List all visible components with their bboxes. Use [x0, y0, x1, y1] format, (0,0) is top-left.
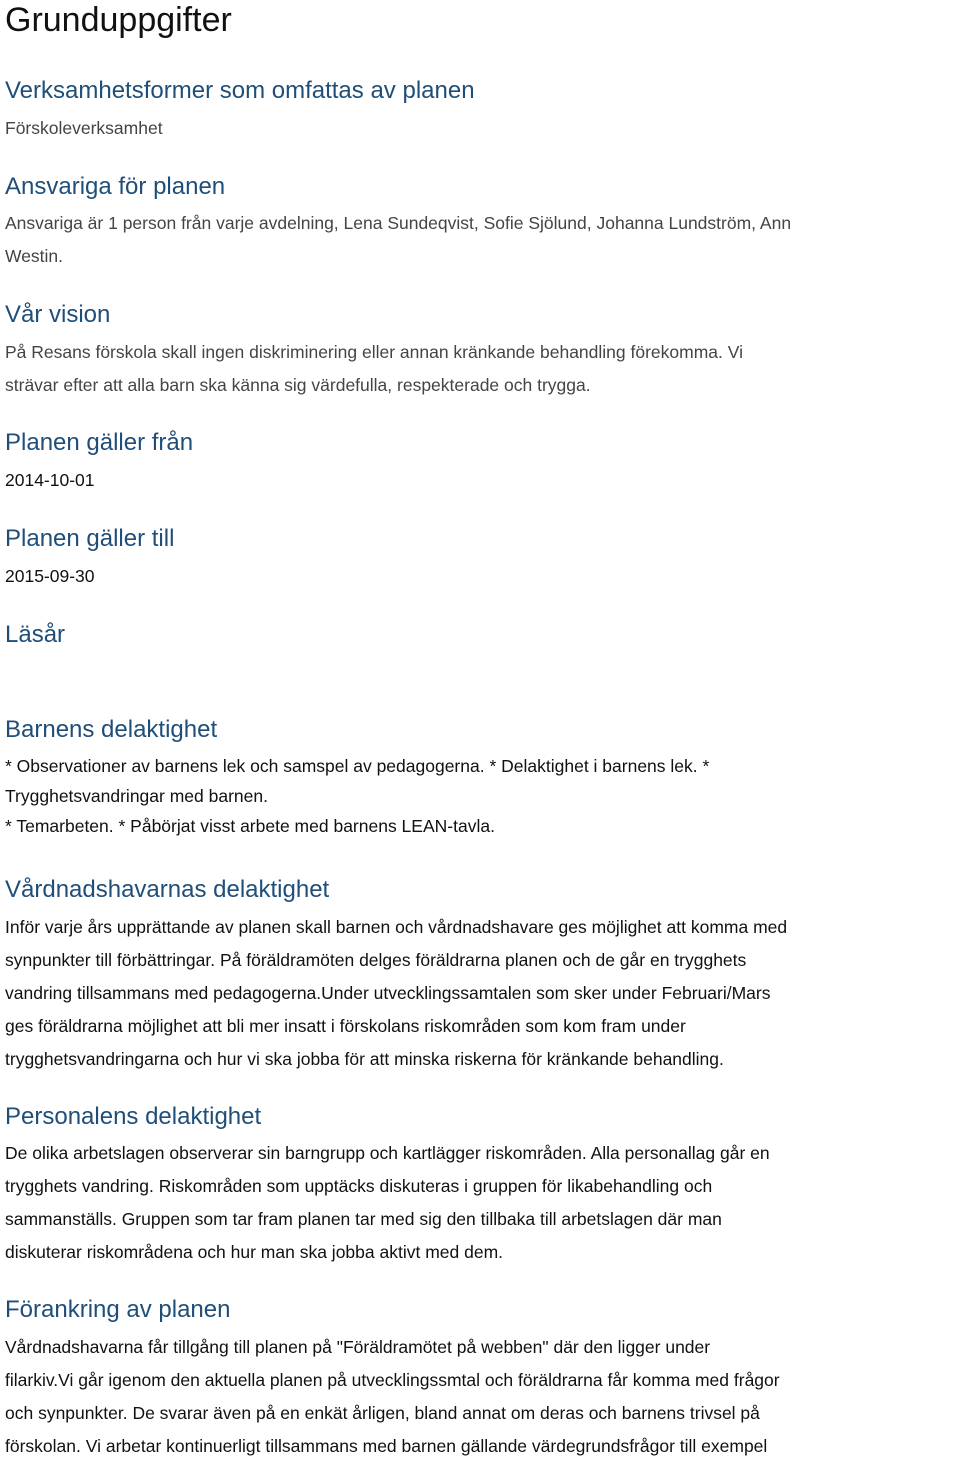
heading-vardnadshavarnas-delaktighet: Vårdnadshavarnas delaktighet	[5, 876, 330, 903]
text-line: synpunkter till förbättringar. På föräldramöten delges föräldrarna planen och de går en trygghets	[5, 950, 747, 970]
heading-lasar: Läsår	[5, 621, 66, 648]
page-title: Grunduppgifter	[5, 1, 232, 39]
text-line: ges föräldrarna möjlighet att bli mer insatt i förskolans riskområden som kom fram under	[5, 1016, 686, 1036]
heading-personalens-delaktighet: Personalens delaktighet	[5, 1103, 262, 1130]
text-ansvariga	[5, 207, 957, 273]
text-vardnadshavarnas-delaktighet	[5, 911, 957, 1076]
heading-forankring-av-planen: Förankring av planen	[5, 1296, 231, 1323]
text-line: sammanställs. Gruppen som tar fram planen tar med sig den tillbaka till arbetslagen där man	[5, 1209, 722, 1229]
text-line: På Resans förskola skall ingen diskriminering eller annan kränkande behandling förekomma. Vi	[5, 342, 743, 362]
text-planen-galler-till: 2015-09-30	[5, 566, 95, 586]
text-line: De olika arbetslagen observerar sin barngrupp och kartlägger riskområden. Alla personallag går en	[5, 1143, 770, 1163]
text-line: Vårdnadshavarna får tillgång till planen på "Föräldramötet på webben" där den ligger under	[5, 1337, 711, 1357]
text-line: vandring tillsammans med pedagogerna.Under utvecklingssamtalen som sker under Februari/Mars	[5, 983, 771, 1003]
text-line: trygghetsvandringarna och hur vi ska jobba för att minska riskerna för kränkande behandling.	[5, 1049, 724, 1069]
text-line: och synpunkter. De svarar även på en enkät årligen, bland annat om deras och barnens trivsel på	[5, 1403, 760, 1423]
text-planen-galler-fran: 2014-10-01	[5, 470, 95, 490]
text-line: förskolan. Vi arbetar kontinuerligt tillsammans med barnen gällande värdegrundsfrågor till exempel	[5, 1436, 768, 1456]
text-line: * Temarbeten. * Påbörjat visst arbete med barnens LEAN-tavla.	[5, 816, 495, 836]
text-forankring-av-planen	[5, 1331, 957, 1463]
heading-ansvariga: Ansvariga för planen	[5, 173, 226, 200]
text-line: Inför varje års upprättande av planen skall barnen och vårdnadshavare ges möjlighet att komma med	[5, 917, 788, 937]
text-line: trygghets vandring. Riskområden som upptäcks diskuteras i gruppen för likabehandling och	[5, 1176, 713, 1196]
heading-var-vision: Vår vision	[5, 301, 111, 328]
heading-planen-galler-fran: Planen gäller från	[5, 429, 194, 456]
text-personalens-delaktighet	[5, 1137, 957, 1269]
heading-planen-galler-till: Planen gäller till	[5, 525, 175, 552]
text-line: diskuterar riskområdena och hur man ska jobba aktivt med dem.	[5, 1242, 504, 1262]
text-line: * Observationer av barnens lek och samspel av pedagogerna. * Delaktighet i barnens lek. *	[5, 756, 710, 776]
heading-barnens-delaktighet: Barnens delaktighet	[5, 716, 218, 743]
text-line: Ansvariga är 1 person från varje avdelning, Lena Sundeqvist, Sofie Sjölund, Johanna Lundström, Ann	[5, 213, 792, 233]
text-line: Westin.	[5, 246, 64, 266]
text-var-vision	[5, 336, 957, 402]
text-line: filarkiv.Vi går igenom den aktuella planen på utvecklingssmtal och föräldrarna får komma med frågor	[5, 1370, 780, 1390]
text-line: strävar efter att alla barn ska känna sig värdefulla, respekterade och trygga.	[5, 375, 591, 395]
heading-verksamhetsformer: Verksamhetsformer som omfattas av planen	[5, 77, 475, 104]
text-verksamhetsformer: Förskoleverksamhet	[5, 118, 163, 138]
text-barnens-delaktighet	[5, 751, 957, 841]
text-line: Trygghetsvandringar med barnen.	[5, 786, 268, 806]
